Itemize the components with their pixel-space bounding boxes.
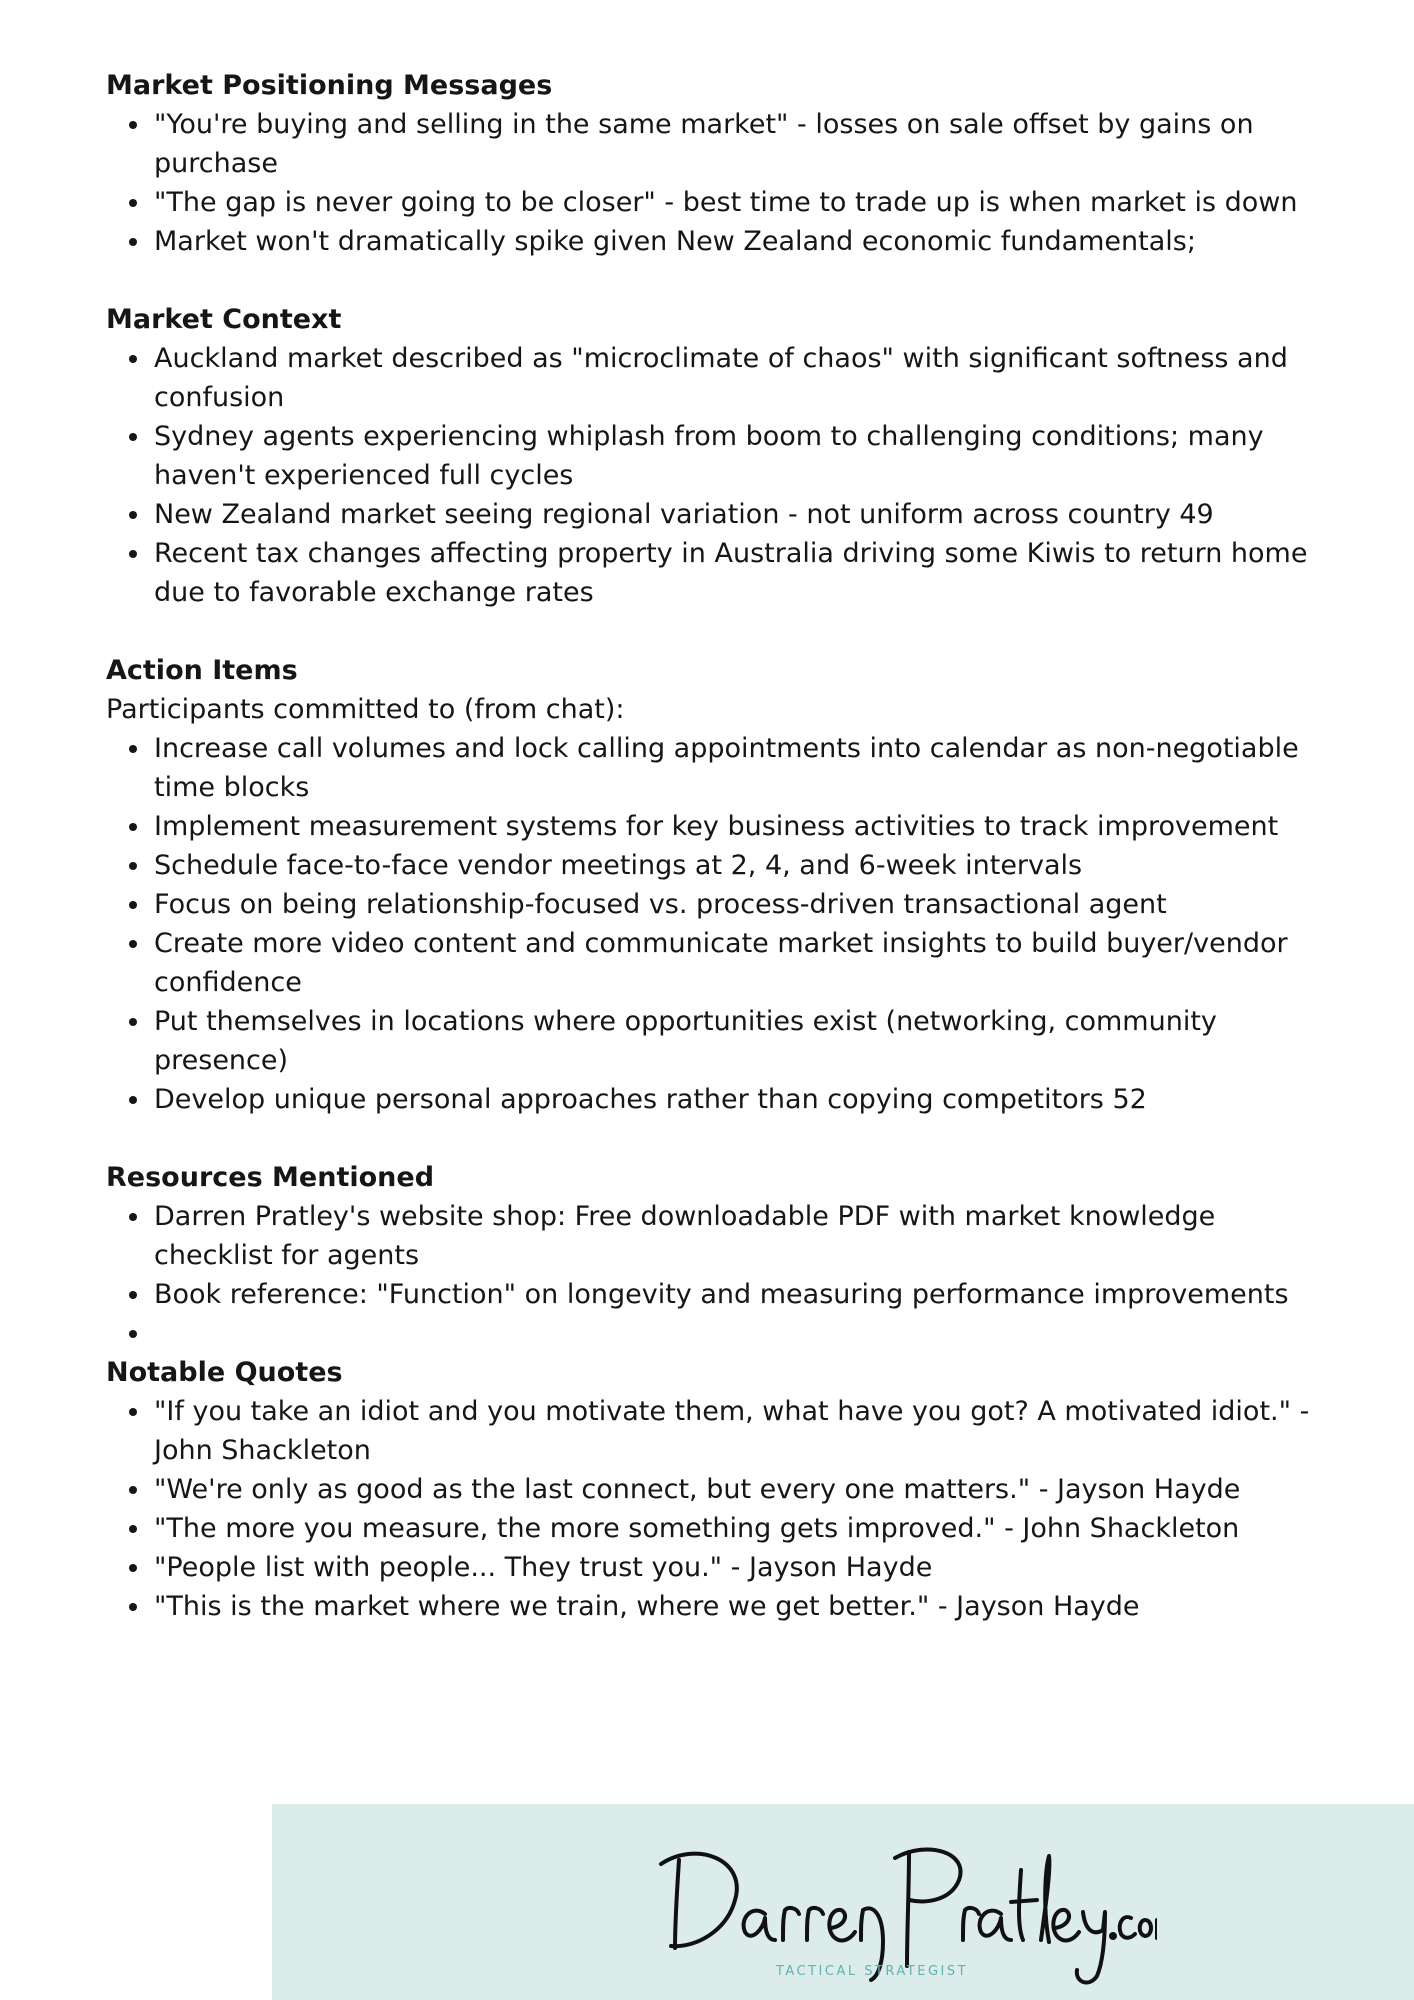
bullet-icon xyxy=(129,550,137,558)
list-item: Implement measurement systems for key business activities to track improvement xyxy=(106,807,1336,846)
list-item: Auckland market described as "microclimate of chaos" with significant softness and confusion xyxy=(106,339,1336,417)
section-title: Action Items xyxy=(106,655,298,686)
bullet-icon xyxy=(129,1564,137,1572)
section-title: Market Context xyxy=(106,304,342,335)
bullet-icon xyxy=(129,238,137,246)
section-title: Market Positioning Messages xyxy=(106,70,553,101)
bullet-list xyxy=(106,105,1336,261)
section-intro: Participants committed to (from chat): xyxy=(106,694,625,725)
list-item: Sydney agents experiencing whiplash from boom to challenging conditions; many haven't experienced full cycles xyxy=(106,417,1336,495)
footer-banner xyxy=(272,1804,1414,2000)
list-item: Schedule face-to-face vendor meetings at 2, 4, and 6-week intervals xyxy=(106,846,1336,885)
bullet-list xyxy=(106,1197,1336,1353)
list-item: "People list with people... They trust you." - Jayson Hayde xyxy=(106,1548,1336,1587)
bullet-list xyxy=(106,1392,1336,1626)
bullet-icon xyxy=(129,1603,137,1611)
section-action-items xyxy=(106,651,1336,1119)
list-item: Recent tax changes affecting property in Australia driving some Kiwis to return home due to favorable exchange rates xyxy=(106,534,1336,612)
section-market-positioning xyxy=(106,66,1336,261)
bullet-icon xyxy=(129,121,137,129)
bullet-icon xyxy=(129,199,137,207)
list-item: Book reference: "Function" on longevity and measuring performance improvements xyxy=(106,1275,1336,1314)
bullet-icon xyxy=(129,940,137,948)
list-item: Develop unique personal approaches rather than copying competitors 52 xyxy=(106,1080,1336,1119)
list-item: New Zealand market seeing regional variation - not uniform across country 49 xyxy=(106,495,1336,534)
section-title: Resources Mentioned xyxy=(106,1162,435,1193)
list-item: "You're buying and selling in the same market" - losses on sale offset by gains on purchase xyxy=(106,105,1336,183)
bullet-icon xyxy=(129,1291,137,1299)
bullet-icon xyxy=(129,433,137,441)
section-notable-quotes xyxy=(106,1353,1336,1626)
bullet-icon xyxy=(129,1486,137,1494)
list-item: Focus on being relationship-focused vs. process-driven transactional agent xyxy=(106,885,1336,924)
tagline-row xyxy=(757,1830,968,1979)
list-item: "The gap is never going to be closer" - best time to trade up is when market is down xyxy=(106,183,1336,222)
bullet-icon xyxy=(129,823,137,831)
list-item: Market won't dramatically spike given New Zealand economic fundamentals; xyxy=(106,222,1336,261)
bullet-icon xyxy=(129,1525,137,1533)
document-body xyxy=(106,66,1336,1665)
bullet-list xyxy=(106,339,1336,612)
bullet-icon xyxy=(129,355,137,363)
list-item: "If you take an idiot and you motivate them, what have you got? A motivated idiot." - John Shackleton xyxy=(106,1392,1336,1470)
section-resources xyxy=(106,1158,1336,1353)
list-item: "This is the market where we train, where we get better." - Jayson Hayde xyxy=(106,1587,1336,1626)
bullet-icon xyxy=(129,862,137,870)
bullet-icon xyxy=(129,745,137,753)
list-item: Increase call volumes and lock calling appointments into calendar as non-negotiable time blocks xyxy=(106,729,1336,807)
bullet-list xyxy=(106,729,1336,1119)
list-item: "The more you measure, the more something gets improved." - John Shackleton xyxy=(106,1509,1336,1548)
list-item: Darren Pratley's website shop: Free downloadable PDF with market knowledge checklist for agents xyxy=(106,1197,1336,1275)
bullet-icon xyxy=(129,1408,137,1416)
bullet-icon xyxy=(129,1213,137,1221)
list-item: Put themselves in locations where opportunities exist (networking, community presence) xyxy=(106,1002,1336,1080)
bullet-icon xyxy=(129,1018,137,1026)
darren-pratley-logo[interactable] xyxy=(657,1830,1157,1990)
list-item-empty xyxy=(106,1314,1336,1353)
section-title: Notable Quotes xyxy=(106,1357,343,1388)
bullet-icon xyxy=(129,901,137,909)
bullet-icon xyxy=(129,1330,137,1338)
list-item: "We're only as good as the last connect, but every one matters." - Jayson Hayde xyxy=(106,1470,1336,1509)
logo-tagline: TACTICAL STRATEGIST xyxy=(775,1964,969,1979)
bullet-icon xyxy=(129,1096,137,1104)
list-item: Create more video content and communicate market insights to build buyer/vendor confidence xyxy=(106,924,1336,1002)
section-market-context xyxy=(106,300,1336,612)
bullet-icon xyxy=(129,511,137,519)
